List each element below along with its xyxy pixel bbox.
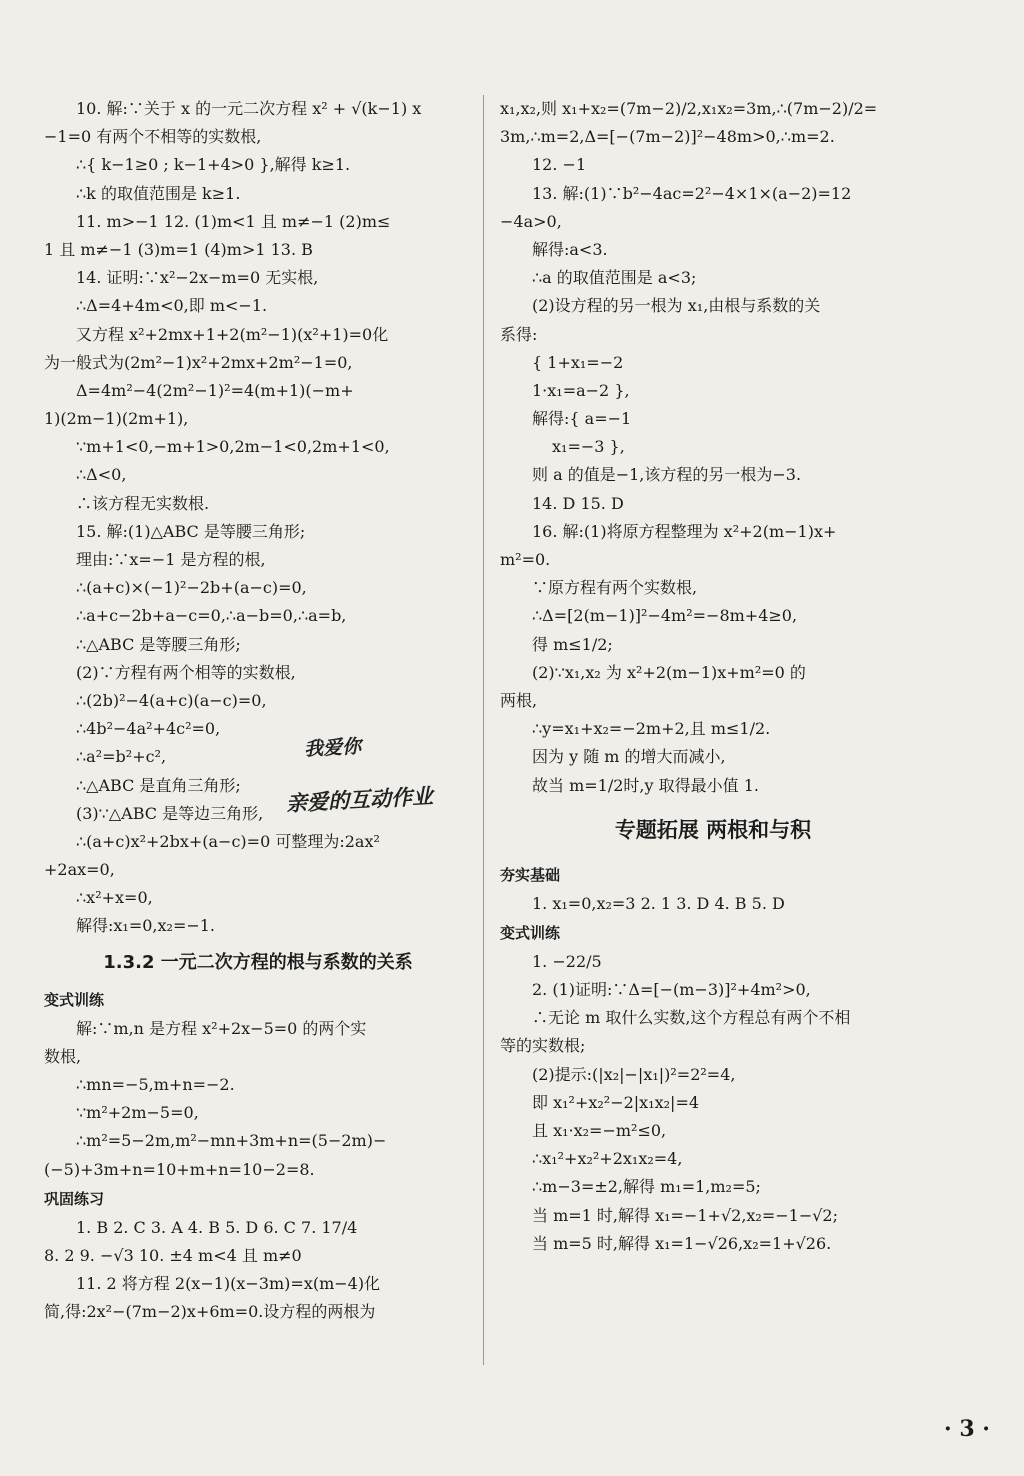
- text-line: m²=0.: [500, 550, 551, 569]
- text-line: 因为 y 随 m 的增大而减小,: [532, 747, 726, 767]
- text-line: Δ=4m²−4(2m²−1)²=4(m+1)(−m+: [76, 380, 354, 400]
- handwritten-note-1: 我爱你: [303, 735, 362, 761]
- text-line: 1. x₁=0,x₂=3 2. 1 3. D 4. B 5. D: [532, 893, 785, 913]
- handwritten-note-2: 亲爱的互动作业: [285, 784, 434, 816]
- text-line: 当 m=1 时,解得 x₁=−1+√2,x₂=−1−√2;: [532, 1205, 839, 1225]
- text-line: 16. 解:(1)将原方程整理为 x²+2(m−1)x+: [532, 521, 837, 541]
- text-line: ∴a+c−2b+a−c=0,∴a−b=0,∴a=b,: [76, 606, 347, 626]
- text-line: ∴无论 m 取什么实数,这个方程总有两个不相: [532, 1008, 851, 1028]
- text-line: −4a>0,: [500, 211, 562, 231]
- section-heading: 专题拓展 两根和与积: [614, 817, 812, 842]
- text-line: 简,得:2x²−(7m−2)x+6m=0.设方程的两根为: [44, 1302, 376, 1322]
- text-line: 两根,: [500, 690, 538, 710]
- text-line: 等的实数根;: [500, 1036, 586, 1056]
- text-line: 即 x₁²+x₂²−2|x₁x₂|=4: [532, 1092, 700, 1112]
- text-line: x₁,x₂,则 x₁+x₂=(7m−2)/2,x₁x₂=3m,∴(7m−2)/2=: [500, 99, 878, 118]
- text-line: ∴Δ<0,: [76, 465, 127, 485]
- text-line: 3m,∴m=2,Δ=[−(7m−2)]²−48m>0,∴m=2.: [500, 127, 835, 147]
- text-line: 又方程 x²+2mx+1+2(m²−1)(x²+1)=0化: [76, 324, 389, 344]
- column-divider: [483, 95, 484, 1365]
- text-line: 解得:{ a=−1: [532, 409, 632, 429]
- text-line: ∴m²=5−2m,m²−mn+3m+n=(5−2m)−: [76, 1131, 387, 1151]
- text-line: 1. B 2. C 3. A 4. B 5. D 6. C 7. 17/4: [76, 1217, 358, 1237]
- text-line: ∴x₁²+x₂²+2x₁x₂=4,: [532, 1149, 683, 1169]
- text-line: ∴y=x₁+x₂=−2m+2,且 m≤1/2.: [532, 719, 771, 739]
- section-heading: 夯实基础: [500, 865, 561, 884]
- text-line: 数根,: [44, 1046, 82, 1066]
- text-line: ∴a 的取值范围是 a<3;: [532, 268, 697, 288]
- text-line: (3)∵△ABC 是等边三角形,: [76, 803, 264, 823]
- text-line: ∴m−3=±2,解得 m₁=1,m₂=5;: [532, 1177, 761, 1197]
- text-line: 解:∵m,n 是方程 x²+2x−5=0 的两个实: [76, 1018, 367, 1038]
- text-line: 11. m>−1 12. (1)m<1 且 m≠−1 (2)m≤: [76, 211, 391, 231]
- text-line: ∴△ABC 是等腰三角形;: [76, 634, 241, 654]
- text-line: 14. D 15. D: [532, 493, 624, 513]
- text-line: 15. 解:(1)△ABC 是等腰三角形;: [76, 521, 306, 541]
- text-line: −1=0 有两个不相等的实数根,: [44, 127, 262, 147]
- text-line: ∴(2b)²−4(a+c)(a−c)=0,: [76, 690, 267, 710]
- text-line: (−5)+3m+n=10+m+n=10−2=8.: [44, 1159, 315, 1179]
- section-heading: 变式训练: [500, 923, 561, 942]
- text-line: ∵原方程有两个实数根,: [532, 578, 698, 598]
- text-line: (2)设方程的另一根为 x₁,由根与系数的关: [532, 296, 821, 316]
- section-heading: 变式训练: [44, 990, 105, 1009]
- text-line: ∴该方程无实数根.: [76, 493, 210, 513]
- text-line: ∴△ABC 是直角三角形;: [76, 775, 241, 795]
- text-line: (2)∵x₁,x₂ 为 x²+2(m−1)x+m²=0 的: [532, 662, 806, 682]
- text-line: 1)(2m−1)(2m+1),: [44, 409, 189, 429]
- text-line: ∴4b²−4a²+4c²=0,: [76, 719, 221, 739]
- text-line: 则 a 的值是−1,该方程的另一根为−3.: [532, 465, 802, 485]
- text-line: ∴Δ=[2(m−1)]²−4m²=−8m+4≥0,: [532, 606, 798, 626]
- text-line: ∴(a+c)×(−1)²−2b+(a−c)=0,: [76, 578, 307, 598]
- text-line: 2. (1)证明:∵Δ=[−(m−3)]²+4m²>0,: [532, 980, 811, 1000]
- text-line: 12. −1: [532, 155, 587, 175]
- text-line: 8. 2 9. −√3 10. ±4 m<4 且 m≠0: [44, 1245, 302, 1265]
- section-heading: 1.3.2 一元二次方程的根与系数的关系: [103, 951, 413, 973]
- text-line: ∴(a+c)x²+2bx+(a−c)=0 可整理为:2ax²: [76, 831, 380, 851]
- text-line: ∴mn=−5,m+n=−2.: [76, 1075, 235, 1094]
- text-line: 1·x₁=a−2 },: [532, 380, 630, 400]
- text-line: ∴a²=b²+c²,: [76, 747, 167, 767]
- text-line: 为一般式为(2m²−1)x²+2mx+2m²−1=0,: [44, 352, 353, 372]
- text-line: 10. 解:∵关于 x 的一元二次方程 x² + √(k−1) x: [76, 99, 422, 118]
- text-line: +2ax=0,: [44, 860, 115, 880]
- text-line: ∴x²+x=0,: [76, 888, 153, 908]
- text-line: 解得:x₁=0,x₂=−1.: [76, 916, 216, 936]
- text-line: (2)∵方程有两个相等的实数根,: [76, 662, 296, 682]
- text-line: 解得:a<3.: [532, 239, 608, 259]
- text-line: 1 且 m≠−1 (3)m=1 (4)m>1 13. B: [44, 239, 313, 259]
- text-line: 1. −22/5: [532, 951, 602, 971]
- right-column: [500, 95, 926, 1258]
- section-heading: 巩固练习: [44, 1189, 105, 1208]
- text-line: ∴Δ=4+4m<0,即 m<−1.: [76, 296, 268, 316]
- text-line: ∴{ k−1≥0 ; k−1+4>0 },解得 k≥1.: [76, 155, 351, 175]
- text-line: 11. 2 将方程 2(x−1)(x−3m)=x(m−4)化: [76, 1274, 381, 1294]
- text-line: 14. 证明:∵x²−2x−m=0 无实根,: [76, 268, 319, 288]
- text-line: ∴k 的取值范围是 k≥1.: [76, 183, 241, 203]
- text-line: (2)提示:(|x₂|−|x₁|)²=2²=4,: [532, 1064, 736, 1084]
- text-line: { 1+x₁=−2: [532, 352, 624, 372]
- text-line: ∵m²+2m−5=0,: [76, 1103, 199, 1123]
- page-number: · 3 ·: [944, 1416, 990, 1442]
- text-line: 系得:: [500, 324, 538, 344]
- text-line: 当 m=5 时,解得 x₁=1−√26,x₂=1+√26.: [532, 1233, 832, 1253]
- text-line: x₁=−3 },: [552, 437, 625, 457]
- text-line: 且 x₁·x₂=−m²≤0,: [532, 1121, 667, 1140]
- text-line: 13. 解:(1)∵b²−4ac=2²−4×1×(a−2)=12: [532, 183, 852, 203]
- text-line: 得 m≤1/2;: [532, 634, 613, 654]
- text-line: 故当 m=1/2时,y 取得最小值 1.: [532, 775, 759, 795]
- text-line: ∵m+1<0,−m+1>0,2m−1<0,2m+1<0,: [76, 437, 390, 457]
- left-column: [44, 95, 472, 1327]
- text-line: 理由:∵x=−1 是方程的根,: [76, 550, 266, 569]
